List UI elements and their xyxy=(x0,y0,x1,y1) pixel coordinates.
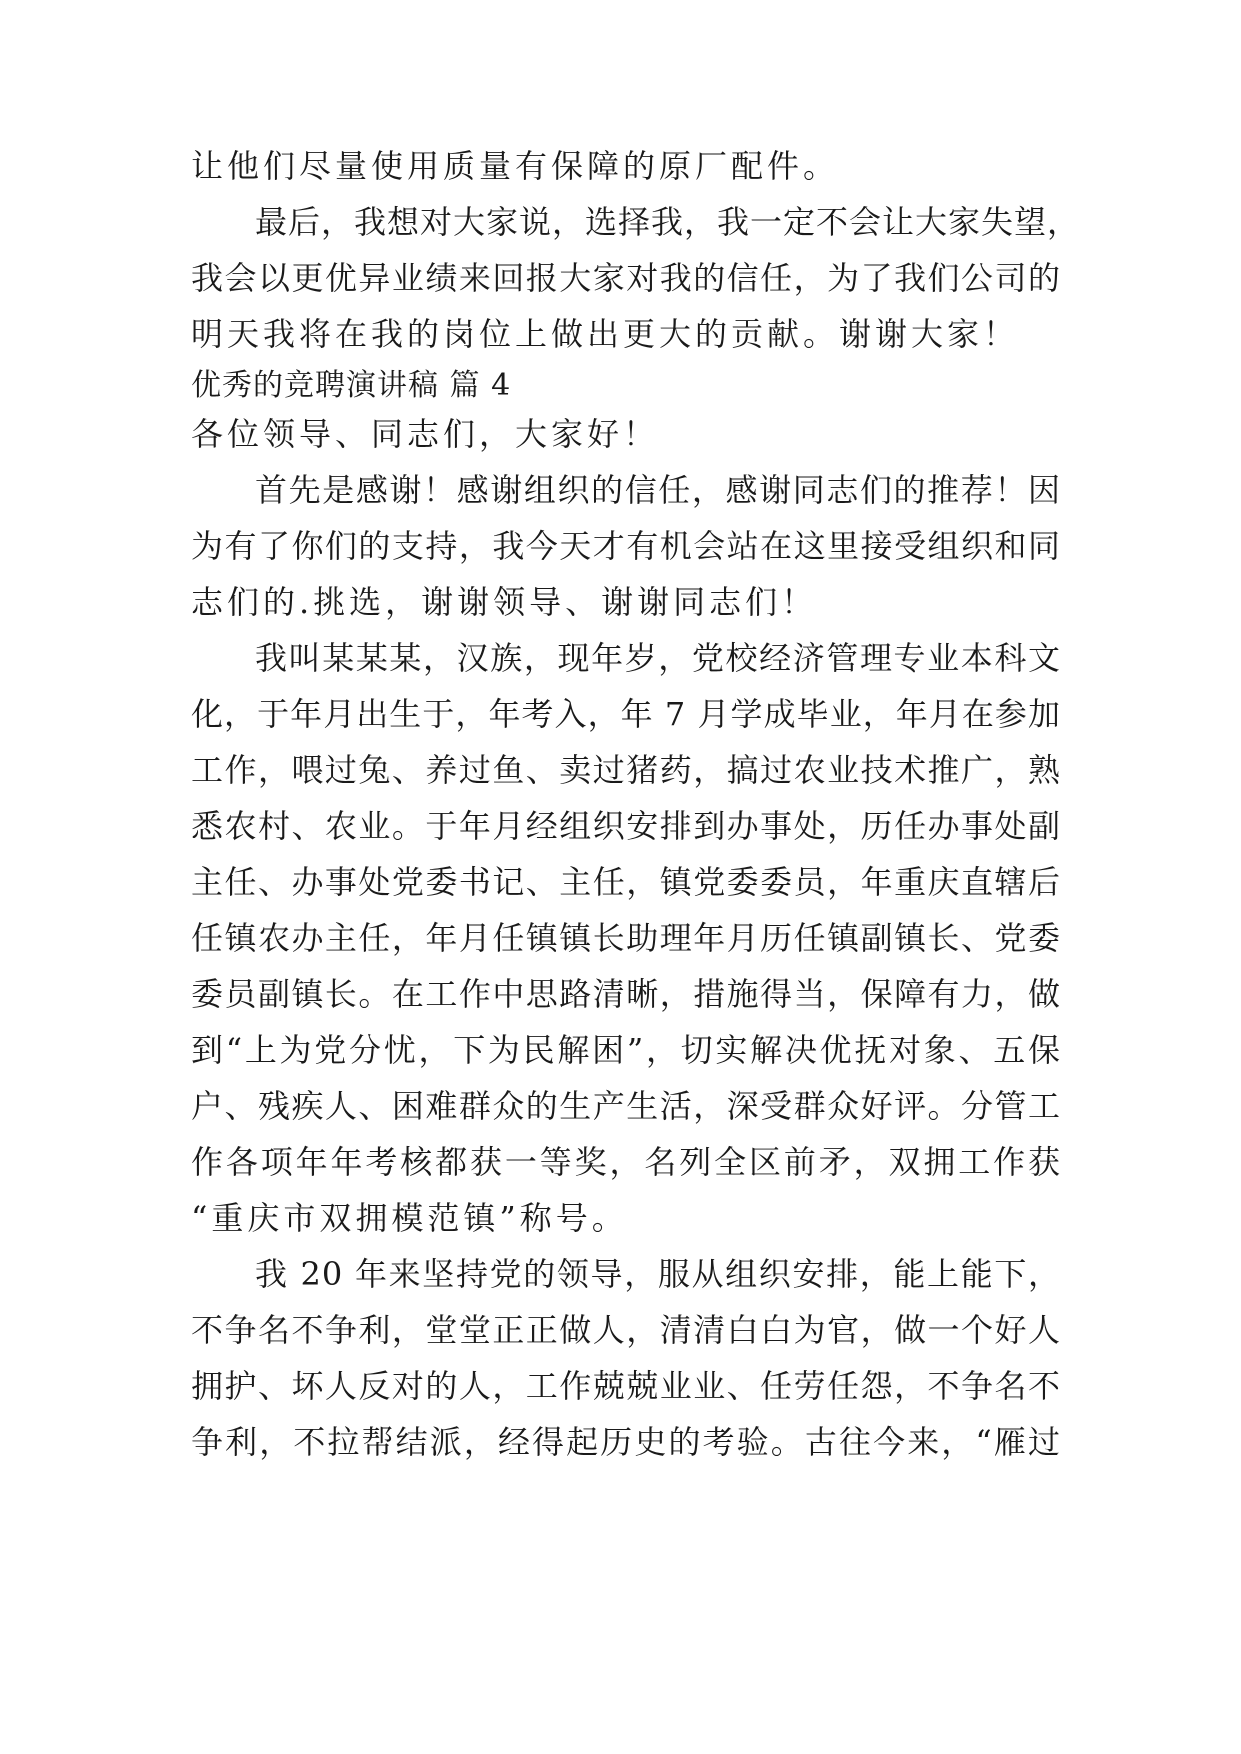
text-line: 让他们尽量使用质量有保障的原厂配件。 xyxy=(191,147,840,185)
text-line: 我会以更优异业绩来回报大家对我的信任，为了我们公司的 xyxy=(191,259,1061,297)
text-line: 悉农村、农业。于年月经组织安排到办事处，历任办事处副 xyxy=(191,807,1061,845)
text-line: “重庆市双拥模范镇”称号。 xyxy=(191,1199,628,1237)
text-line: 户、残疾人、困难群众的生产生活，深受群众好评。分管工 xyxy=(191,1087,1061,1125)
text-line: 不争名不争利，堂堂正正做人，清清白白为官，做一个好人 xyxy=(191,1311,1061,1349)
text-line: 作各项年年考核都获一等奖，名列全区前矛，双拥工作获 xyxy=(191,1143,1061,1181)
section-heading: 优秀的竞聘演讲稿 篇 4 xyxy=(191,368,512,403)
text-line: 为有了你们的支持，我今天才有机会站在这里接受组织和同 xyxy=(191,527,1061,565)
text-line: 化，于年月出生于，年考入，年 7 月学成毕业，年月在参加 xyxy=(191,695,1061,733)
text-line: 争利，不拉帮结派，经得起历史的考验。古往今来，“雁过 xyxy=(191,1423,1061,1461)
text-line: 主任、办事处党委书记、主任，镇党委委员，年重庆直辖后 xyxy=(191,863,1061,901)
text-line: 我 20 年来坚持党的领导，服从组织安排，能上能下， xyxy=(255,1255,1061,1293)
text-line: 任镇农办主任，年月任镇镇长助理年月历任镇副镇长、党委 xyxy=(191,919,1061,957)
text-line: 明天我将在我的岗位上做出更大的贡献。谢谢大家！ xyxy=(191,315,1020,353)
text-line: 工作，喂过兔、养过鱼、卖过猪药，搞过农业技术推广，熟 xyxy=(191,751,1061,789)
text-line: 拥护、坏人反对的人，工作兢兢业业、任劳任怨，不争名不 xyxy=(191,1367,1061,1405)
text-line: 首先是感谢！感谢组织的信任，感谢同志们的推荐！因 xyxy=(255,471,1061,509)
text-line: 志们的.挑选，谢谢领导、谢谢同志们！ xyxy=(191,583,818,621)
text-line: 到“上为党分忧，下为民解困”，切实解决优抚对象、五保 xyxy=(191,1031,1061,1069)
salutation: 各位领导、同志们，大家好！ xyxy=(191,415,660,453)
text-line: 我叫某某某，汉族，现年岁，党校经济管理专业本科文 xyxy=(255,639,1061,677)
text-line: 最后，我想对大家说，选择我，我一定不会让大家失望， xyxy=(255,203,1081,241)
text-line: 委员副镇长。在工作中思路清晰，措施得当，保障有力，做 xyxy=(191,975,1061,1013)
